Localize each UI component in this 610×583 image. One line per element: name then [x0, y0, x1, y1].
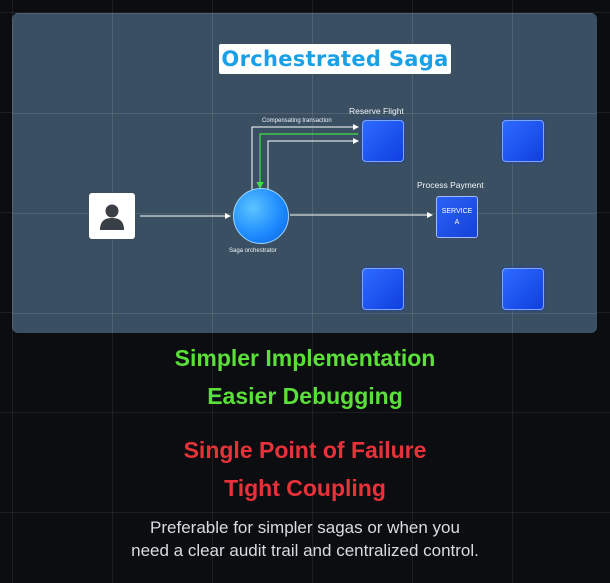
pro-easier-debugging: Easier Debugging [207, 383, 403, 409]
note-line-1: Preferable for simpler sagas or when you [150, 518, 460, 537]
user-icon [96, 200, 128, 232]
service-bottom-right [502, 268, 544, 310]
diagram-title: Orchestrated Saga [221, 47, 449, 71]
orchestrator-label: Saga orchestrator [229, 248, 277, 254]
con-tight-coupling: Tight Coupling [224, 475, 386, 501]
service-a-line1: SERVICE [441, 208, 473, 215]
reserve-flight-label: Reserve Flight [349, 106, 404, 116]
arrow-compensating-transaction [260, 134, 358, 188]
saga-orchestrator-node [233, 188, 289, 244]
con-single-point-of-failure: Single Point of Failure [183, 437, 427, 463]
user-icon-box [89, 193, 135, 239]
service-a-line2: A [454, 219, 460, 226]
pro-simpler-implementation: Simpler Implementation [174, 345, 436, 371]
note-line-2: need a clear audit trail and centralized control. [131, 541, 479, 560]
service-reserve-flight [362, 120, 404, 162]
process-payment-label: Process Payment [417, 180, 484, 190]
compensating-label: Compensating transaction [262, 118, 332, 124]
service-top-right [502, 120, 544, 162]
service-bottom-left [362, 268, 404, 310]
arrow-orchestrator-to-flight-inner [268, 141, 358, 190]
service-a-node [436, 196, 478, 238]
